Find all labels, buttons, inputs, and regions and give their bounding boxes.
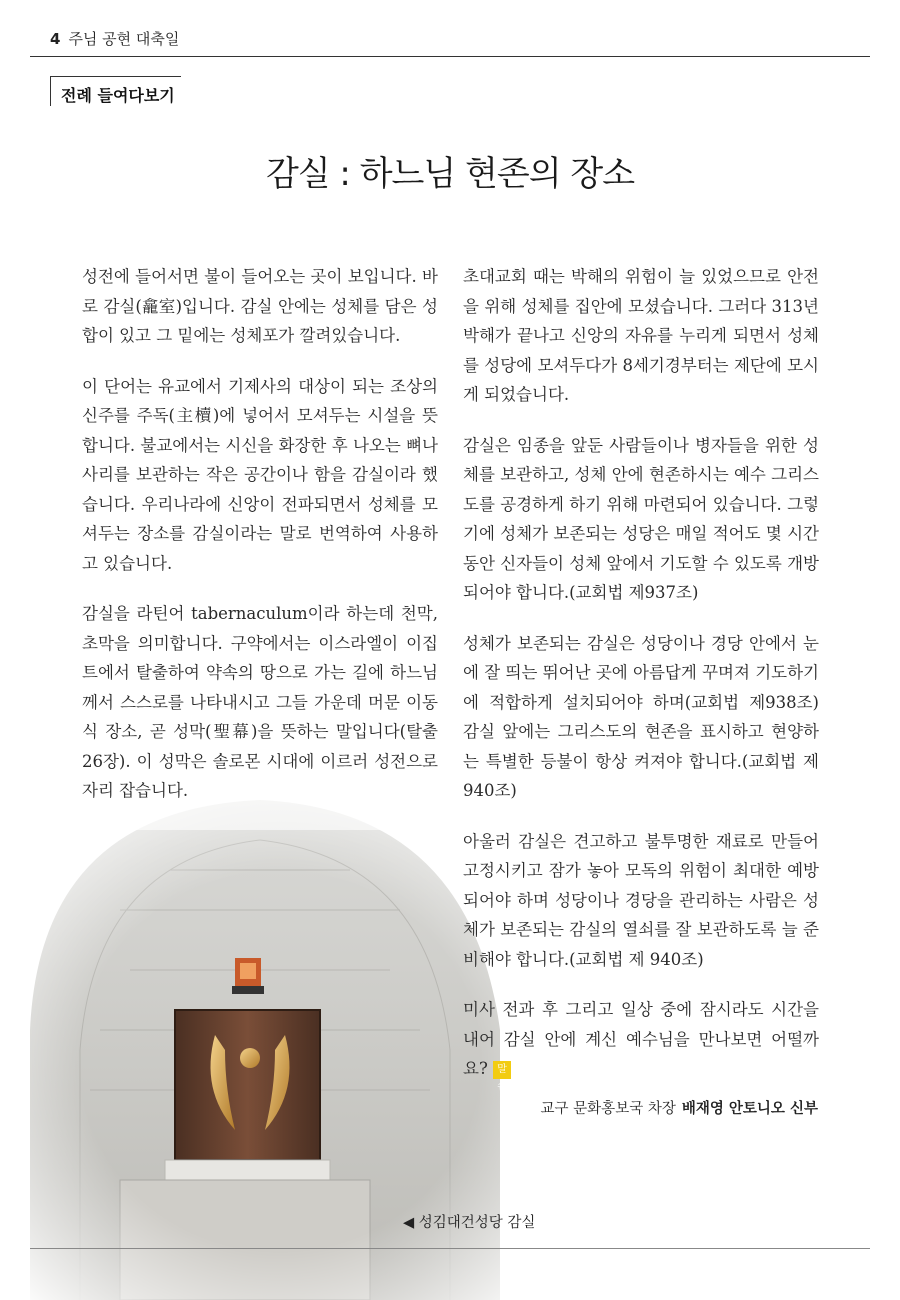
paragraph: 감실을 라틴어 tabernaculum이라 하는데 천막, 초막을 의미합니다. 구약에서는 이스라엘이 이집트에서 탈출하여 약속의 땅으로 가는 길에 하느님께서 스스로를 나타내시고 그들 가운데 머문 이동식 장소, 곧 성막(聖幕)을 뜻하는 말입니다(탈출 26장). 이 성막은 솔로몬 시대에 이르러 성전으로 자리 잡습니다. [82,604,438,800]
paragraph: 성전에 들어서면 불이 들어오는 곳이 보입니다. 바로 감실(龕室)입니다. 감실 안에는 성체를 담은 성합이 있고 그 밑에는 성체포가 깔려있습니다. [82,267,438,345]
author-role: 교구 문화홍보국 차장 [540,1101,676,1117]
author-name: 배재영 안토니오 신부 [681,1101,818,1117]
section-label: 전례 들여다보기 [50,76,181,106]
end-mark-icon: 말씀 [493,1061,511,1079]
paragraph-text: 미사 전과 후 그리고 일상 중에 잠시라도 시간을 내어 감실 안에 계신 예수님을 만나보면 어떨까요? [463,1000,819,1078]
photo-caption: ◀ 성김대건성당 감실 [403,1215,536,1231]
paragraph: 아울러 감실은 견고하고 불투명한 재료로 만들어 고정시키고 잠가 놓아 모독의 위험이 최대한 예방되어야 하며 성당이나 경당을 관리하는 사람은 성체가 보존되는 감실의 열쇠를 잘 보관하도록 늘 준비해야 합니다.(교회법 제 940조) [463,831,819,969]
issue-title: 주님 공현 대축일 [68,30,180,48]
paragraph: 감실은 임종을 앞둔 사람들이나 병자들을 위한 성체를 보관하고, 성체 안에 현존하시는 예수 그리스도를 공경하게 하기 위해 마련되어 있습니다. 그렇기에 성체가 보존되는 성당은 매일 적어도 몇 시간 동안 신자들이 성체 앞에서 기도할 수 있도록 개방되어야 합니다.(교회법 제937조) [463,435,819,602]
article-right-column [463,262,819,1105]
paragraph: 성체가 보존되는 감실은 성당이나 경당 안에서 눈에 잘 띄는 뛰어난 곳에 아름답게 꾸며져 기도하기에 적합하게 설치되어야 하며(교회법 제938조) 감실 앞에는 그리스도의 현존을 표시하고 현양하는 특별한 등불이 항상 켜져야 합니다.(교회법 제 940조) [463,633,819,800]
page-number: 4 [50,30,61,48]
header-rule [30,56,870,57]
author-byline [541,1097,818,1118]
article-title: 감실 : 하느님 현존의 장소 [265,154,635,194]
footer-rule [30,1248,870,1249]
article-left-column [82,262,438,827]
paragraph: 이 단어는 유교에서 기제사의 대상이 되는 조상의 신주를 주독(主櫝)에 넣어서 모셔두는 시설을 뜻합니다. 불교에서는 시신을 화장한 후 나오는 뼈나 사리를 보관하는 작은 공간이나 함을 감실이라 했습니다. 우리나라에 신앙이 전파되면서 성체를 모셔두는 장소를 감실이라는 말로 번역하여 사용하고 있습니다. [82,376,438,573]
page-header [50,28,179,49]
paragraph: 초대교회 때는 박해의 위험이 늘 있었으므로 안전을 위해 성체를 집안에 모셨습니다. 그러다 313년 박해가 끝나고 신앙의 자유를 누리게 되면서 성체를 성당에 모셔두다가 8세기경부터는 제단에 모시게 되었습니다. [463,267,819,404]
last-paragraph [463,995,819,1093]
